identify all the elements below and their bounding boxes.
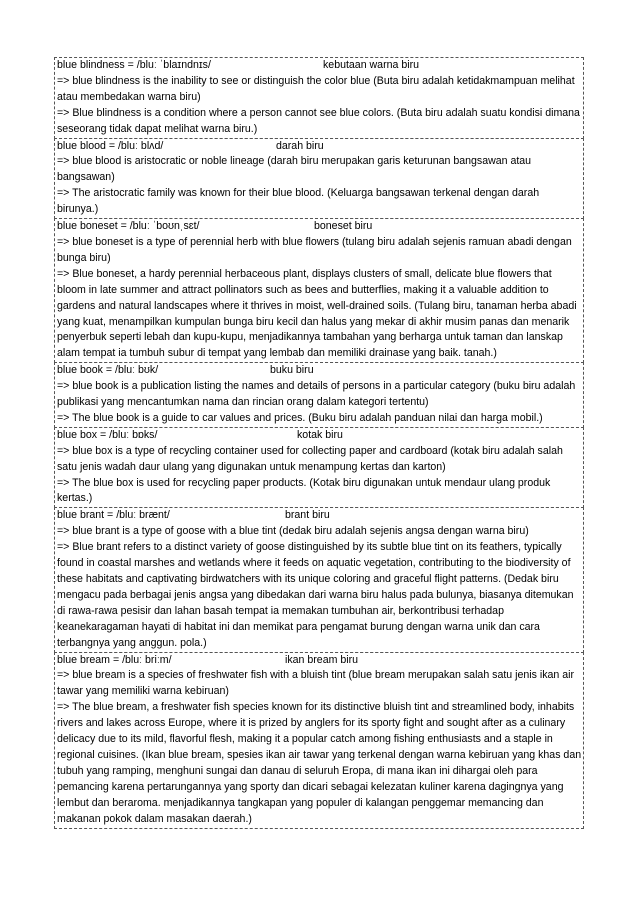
- entry-definition: => blue blindness is the inability to see or distinguish the color blue (Buta biru adalah ketidakmampuan melihat atau membedakan warna biru): [57, 74, 575, 103]
- entry-example: => The blue book is a guide to car values and prices. (Buku biru adalah panduan nilai dan harga mobil.): [57, 411, 543, 424]
- entry-headword: blue book = /bluː bʊk/: [57, 364, 159, 377]
- entry-example: => Blue blindness is a condition where a person cannot see blue colors. (Buta biru adalah suatu kondisi dimana seseorang tidak dapat melihat warna biru.): [57, 106, 580, 135]
- entry-header: [57, 508, 582, 524]
- entry-definition: => blue boneset is a type of perennial herb with blue flowers (tulang biru adalah sejenis ramuan abadi dengan bunga biru): [57, 235, 572, 264]
- entry-definition: => blue blood is aristocratic or noble lineage (darah biru merupakan garis keturunan bangsawan atau bangsawan): [57, 155, 532, 184]
- entry-example: => Blue brant refers to a distinct variety of goose distinguished by its subtle blue tint on its feathers, typically found in coastal marshes and wetlands where it feeds on aquatic vegetation, contributing to the biodiversity of these habitats and captivating birdwatchers with its unique coloring and graceful flight patterns. (Dedak biru mengacu pada berbagai jenis angsa yang dibedakan dari warna biru halus pada bulunya, biasanya ditemukan di rawa-rawa pesisir dan lahan basah tempat ia memakan tumbuhan air, berkontribusi terhadap keanekaragaman hayati di habitat ini dan memikat para pengamat burung dengan warna unik dan cara terbangnya yang anggun. pola.): [57, 541, 574, 649]
- dictionary-entry: [54, 427, 584, 509]
- entry-header: [57, 219, 582, 235]
- entry-translation: buku biru: [270, 364, 314, 377]
- entry-translation: darah biru: [276, 139, 324, 152]
- entry-translation: boneset biru: [314, 220, 373, 233]
- entry-header: [57, 653, 582, 669]
- dictionary-entry: [54, 138, 584, 220]
- entry-definition: => blue book is a publication listing the names and details of persons in a particular category (buku biru adalah publikasi yang mencantumkan nama dan rincian orang dalam kategori tertentu): [57, 380, 576, 409]
- entry-translation: ikan bream biru: [285, 653, 359, 666]
- entry-translation: kebutaan warna biru: [323, 59, 419, 71]
- entry-headword: blue bream = /bluː briːm/: [57, 653, 172, 666]
- dictionary-entry: [54, 362, 584, 428]
- entry-header: [57, 428, 582, 444]
- entry-header: [57, 58, 582, 74]
- entry-headword: blue brant = /bluː brænt/: [57, 509, 170, 522]
- entry-header: [57, 139, 582, 155]
- entry-example: => The aristocratic family was known for their blue blood. (Keluarga bangsawan terkenal dengan darah birunya.): [57, 187, 540, 216]
- entry-definition: => blue bream is a species of freshwater fish with a bluish tint (blue bream merupakan salah satu jenis ikan air tawar yang memiliki warna kebiruan): [57, 669, 575, 698]
- entry-definition: => blue box is a type of recycling container used for collecting paper and cardboard (kotak biru adalah salah satu jenis wadah daur ulang yang digunakan untuk menampung kertas dan karton): [57, 444, 563, 473]
- entry-example: => The blue box is used for recycling paper products. (Kotak biru digunakan untuk mendaur ulang produk kertas.): [57, 476, 551, 505]
- dictionary-entry: [54, 218, 584, 363]
- entry-headword: blue boneset = /bluː ˈboʊnˌsɛt/: [57, 220, 200, 233]
- dictionary-entry: [54, 652, 584, 829]
- entry-translation: kotak biru: [297, 428, 343, 441]
- entry-header: [57, 363, 582, 379]
- dictionary-page: [54, 58, 584, 829]
- entry-definition: => blue brant is a type of goose with a blue tint (dedak biru adalah sejenis angsa dengan warna biru): [57, 525, 529, 538]
- entry-headword: blue box = /bluː bɒks/: [57, 428, 158, 441]
- entry-example: => The blue bream, a freshwater fish species known for its distinctive bluish tint and streamlined body, inhabits rivers and lakes across Europe, where it is prized by anglers for its sporty fight and sought after as a culinary delicacy due to its mild, flavorful flesh, making it a popular catch among fishing enthusiasts and a staple in regional cuisines. (Ikan blue bream, spesies ikan air tawar yang terkenal dengan warna kebiruan yang khas dan tubuh yang ramping, menghuni sungai dan danau di seluruh Eropa, di mana ikan ini dihargai oleh para pemancing karena pertarungannya yang sporty dan dicari sebagai kelezatan kuliner karena dagingnya yang lembut dan beraroma. menjadikannya tangkapan yang populer di kalangan penggemar memancing dan makanan pokok dalam masakan daerah.): [57, 701, 582, 825]
- entry-translation: brant biru: [285, 509, 330, 522]
- dictionary-entry: [54, 57, 584, 139]
- entry-headword: blue blindness = /bluː ˈblaɪndnɪs/: [57, 59, 211, 71]
- dictionary-entry: [54, 507, 584, 652]
- entry-headword: blue blood = /bluː blʌd/: [57, 139, 164, 152]
- entry-example: => Blue boneset, a hardy perennial herbaceous plant, displays clusters of small, delicate blue flowers that bloom in late summer and attract pollinators such as bees and butterflies, making it a valuable addition to gardens and natural landscapes where it thrives in moist, well-drained soils. (Tulang biru, tanaman herba abadi yang kuat, menampilkan kumpulan bunga biru kecil dan halus yang mekar di akhir musim panas dan menarik penyerbuk seperti lebah dan kupu-kupu, menjadikannya tambahan yang berharga untuk taman dan lanskap alam tempat ia tumbuh subur di tempat yang lembab dan memiliki drainase yang baik. tanah.): [57, 267, 577, 360]
